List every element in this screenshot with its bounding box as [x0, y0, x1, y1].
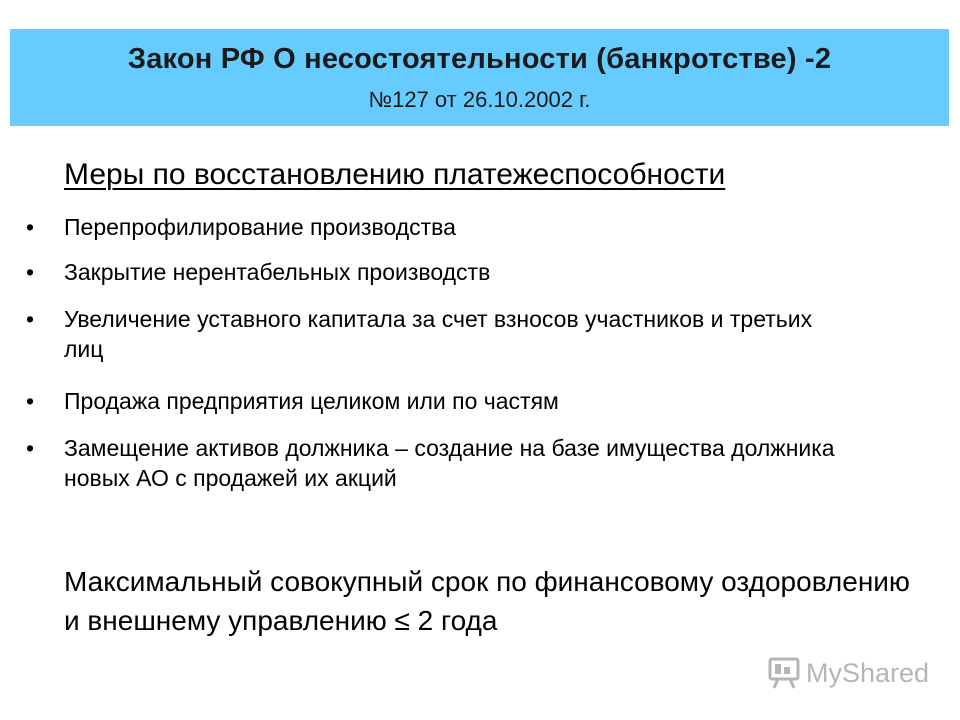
bullet-dot-icon: • [26, 435, 35, 461]
summary-text: Максимальный совокупный срок по финансовому оздоровлению и внешнему управлению ≤ 2 года [64, 566, 910, 636]
bullet-dot-icon: • [26, 306, 35, 332]
list-item-text: Замещение активов должника – создание на базе имущества должника новых АО с продажей их акций [64, 435, 835, 491]
bullet-dot-icon: • [26, 259, 35, 285]
list-item-text: Увеличение уставного капитала за счет взносов участников и третьих лиц [64, 306, 813, 362]
slide-title: Закон РФ О несостоятельности (банкротстве) -2 [127, 43, 832, 75]
bullet-dot-icon: • [26, 388, 35, 414]
bullet-dot-icon: • [26, 214, 35, 240]
section-title: Меры по восстановлению платежеспособности [64, 158, 726, 191]
list-item-text: Продажа предприятия целиком или по частям [64, 388, 559, 414]
watermark-wordmark [806, 657, 956, 689]
presentation-board-icon [768, 657, 800, 689]
watermark-text: MyShared [806, 658, 930, 688]
slide-subtitle: №127 от 26.10.2002 г. [368, 87, 591, 112]
list-item-text: Перепрофилирование производства [64, 214, 456, 240]
slide-header [10, 29, 949, 126]
watermark [768, 655, 956, 691]
list-item-text: Закрытие нерентабельных производств [64, 259, 491, 285]
